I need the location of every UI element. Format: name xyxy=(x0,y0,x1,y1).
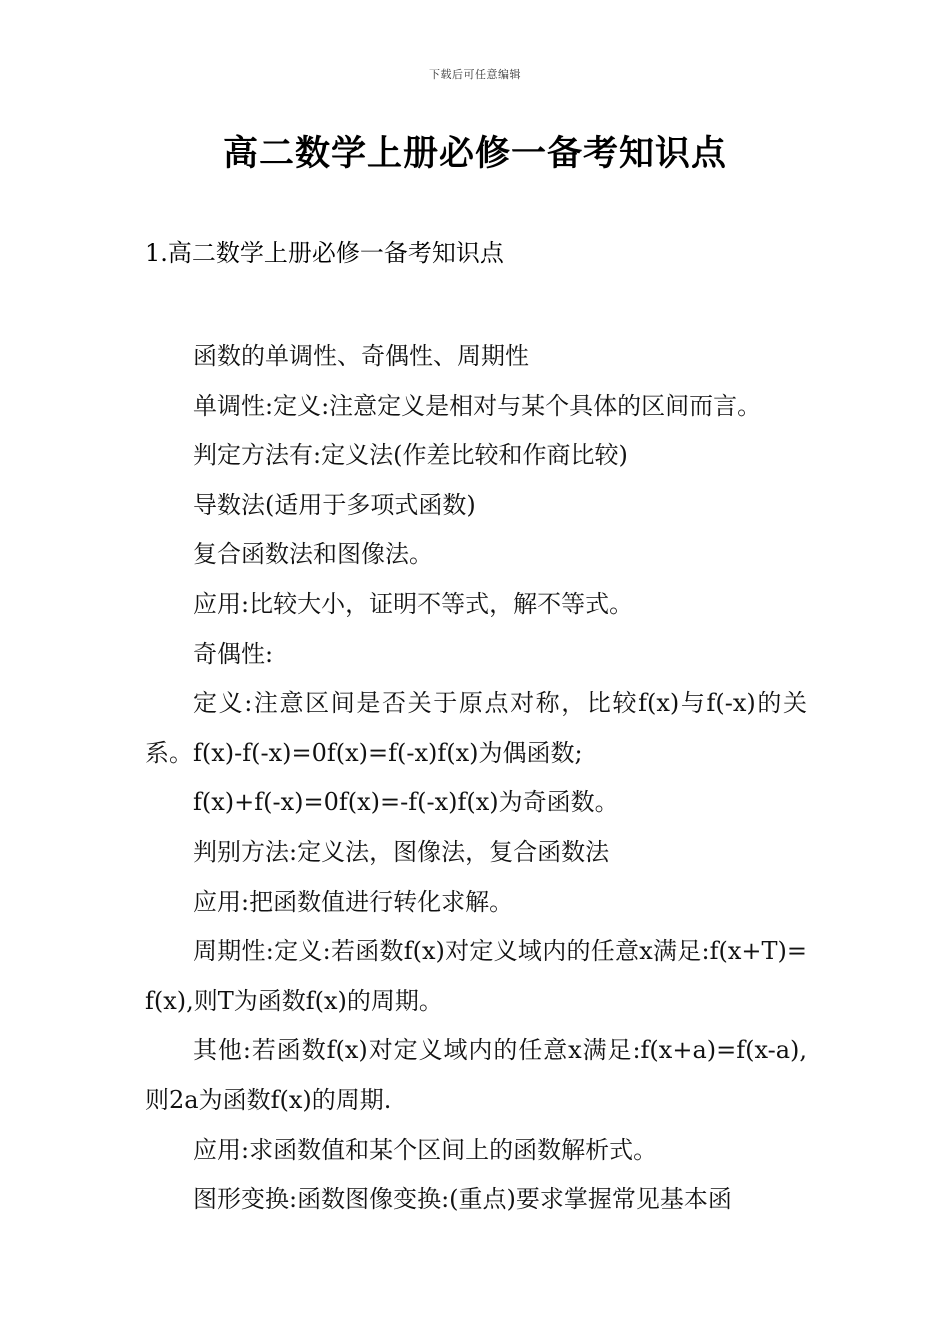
paragraph: 图形变换:函数图像变换:(重点)要求掌握常见基本函 xyxy=(193,1185,732,1214)
paragraph: 判定方法有:定义法(作差比较和作商比较) xyxy=(193,441,628,470)
paragraph: 导数法(适用于多项式函数) xyxy=(193,490,476,519)
paragraph: 奇偶性: xyxy=(193,639,274,668)
document-title: 高二数学上册必修一备考知识点 xyxy=(222,133,727,174)
paragraph: 判别方法:定义法，图像法，复合函数法 xyxy=(193,837,610,866)
header-note: 下载后可任意编辑 xyxy=(429,68,521,81)
paragraph: 应用:比较大小，证明不等式，解不等式。 xyxy=(193,589,634,618)
paragraph: 单调性:定义:注意定义是相对与某个具体的区间而言。 xyxy=(193,391,762,420)
paragraph: 应用:把函数值进行转化求解。 xyxy=(193,887,514,916)
body-text xyxy=(145,332,807,1225)
paragraph: 函数的单调性、奇偶性、周期性 xyxy=(193,342,529,370)
paragraph: 定义:注意区间是否关于原点对称，比较f(x)与f(-x)的关系。f(x)-f(-x)=0f(x)=f(-x)f(x)为偶函数; xyxy=(145,689,807,767)
section-heading: 1.高二数学上册必修一备考知识点 xyxy=(145,239,504,267)
paragraph: 复合函数法和图像法。 xyxy=(193,540,433,569)
paragraph: 应用:求函数值和某个区间上的函数解析式。 xyxy=(193,1135,658,1164)
paragraph: 其他:若函数f(x)对定义域内的任意x满足:f(x+a)=f(x-a),则2a为函数f(x)的周期. xyxy=(145,1036,807,1114)
paragraph: f(x)+f(-x)=0f(x)=-f(-x)f(x)为奇函数。 xyxy=(193,788,619,817)
paragraph: 周期性:定义:若函数f(x)对定义域内的任意x满足:f(x+T)=f(x),则T为函数f(x)的周期。 xyxy=(145,937,807,1015)
